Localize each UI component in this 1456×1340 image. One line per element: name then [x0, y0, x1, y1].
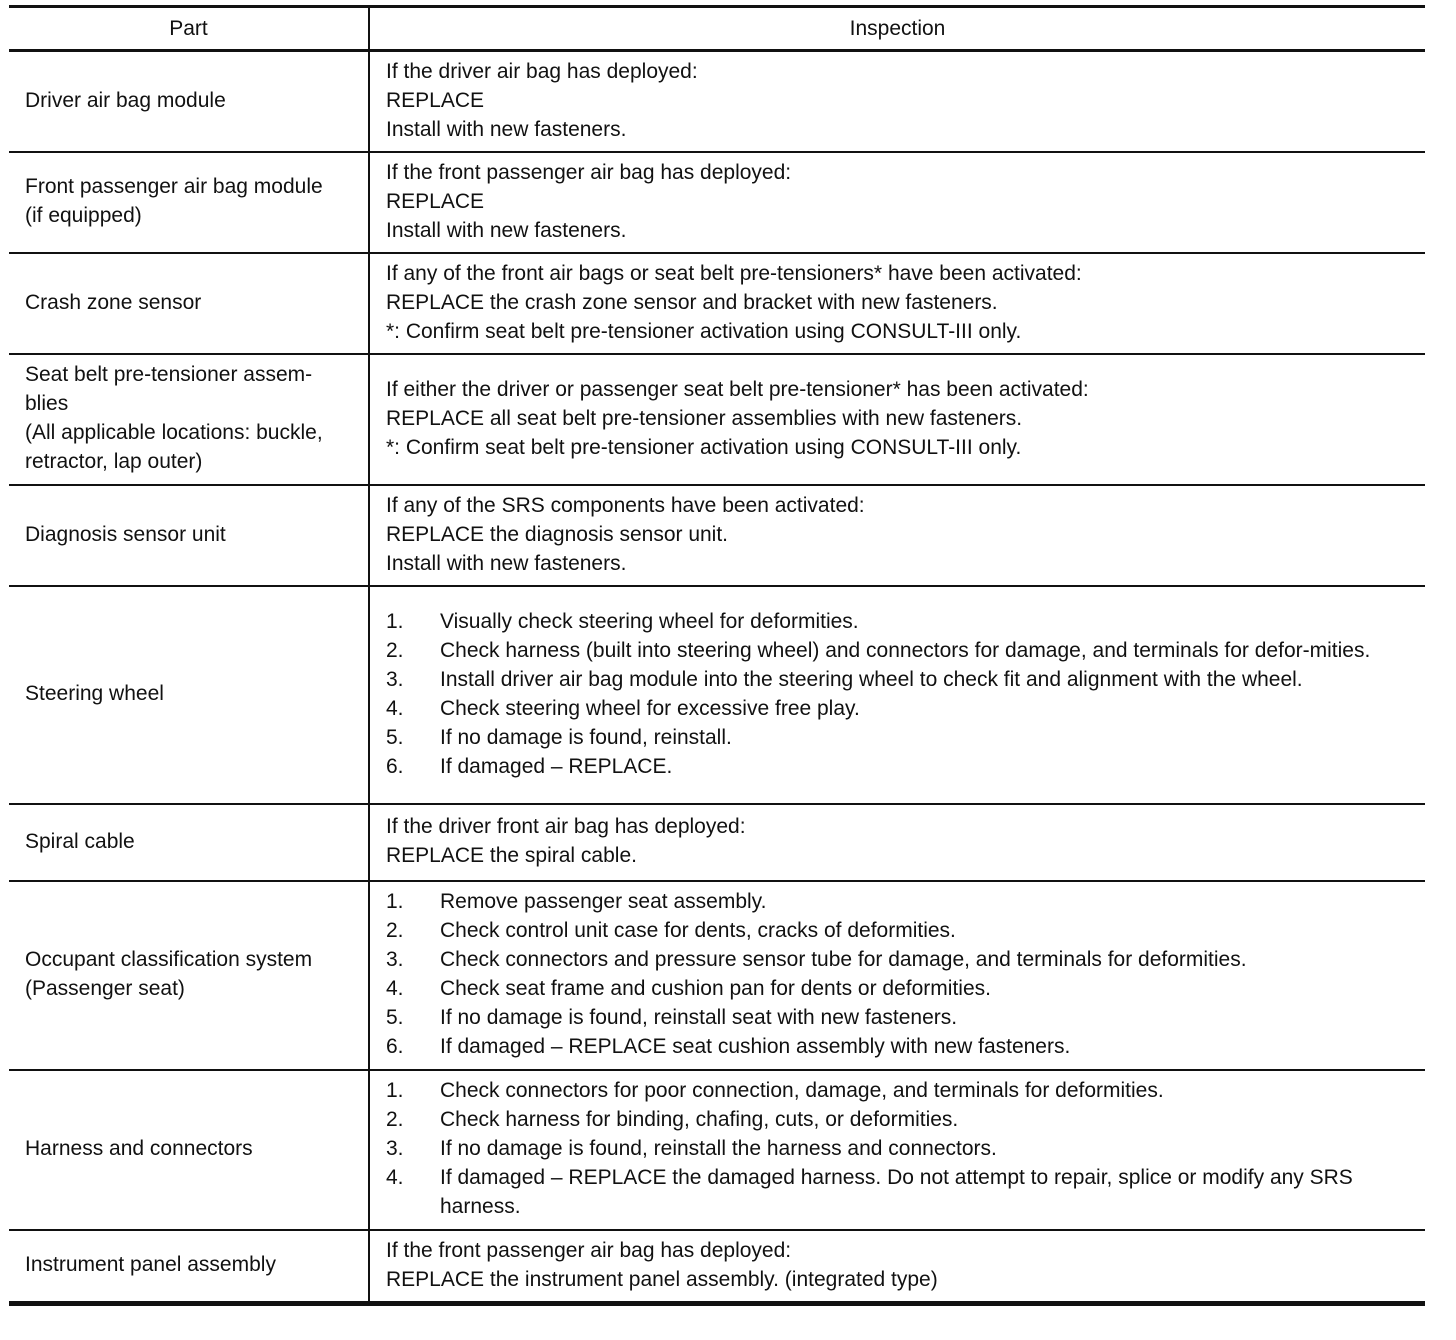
step-number: 6. [386, 1035, 404, 1058]
list-item [386, 1163, 1413, 1221]
inspection-footnote: *: Confirm seat belt pre-tensioner activation using CONSULT-III only. [386, 319, 1022, 343]
inspection-line: REPLACE the diagnosis sensor unit. [386, 522, 729, 546]
step-text: Check steering wheel for excessive free play. [440, 696, 860, 720]
step-number: 1. [386, 609, 404, 633]
list-item [386, 974, 1413, 1003]
inspection-steps [386, 887, 1413, 1061]
list-item [386, 607, 1413, 636]
part-name: Spiral cable [25, 829, 135, 853]
list-item [386, 916, 1413, 945]
step-text: Install driver air bag module into the steering wheel to check fit and alignment with the wheel. [440, 667, 1303, 691]
part-cell [9, 485, 369, 586]
inspection-line: If any of the SRS components have been activated: [386, 493, 865, 517]
step-text: Visually check steering wheel for deformities. [440, 609, 859, 633]
inspection-footnote: *: Confirm seat belt pre-tensioner activation using CONSULT-III only. [386, 435, 1022, 459]
inspection-line: If the driver front air bag has deployed: [386, 815, 746, 838]
part-name: Steering wheel [25, 682, 164, 705]
part-name: Crash zone sensor [25, 290, 202, 314]
list-item [386, 1032, 1413, 1061]
inspection-line: If either the driver or passenger seat belt pre-tensioner* has been activated: [386, 377, 1089, 401]
part-cell [9, 586, 369, 804]
inspection-cell [369, 253, 1425, 354]
part-name: Diagnosis sensor unit [25, 522, 226, 546]
part-name: blies [25, 392, 69, 415]
part-name-note: (if equipped) [25, 204, 142, 227]
step-text: Check connectors and pressure sensor tube for damage, and terminals for deformities. [440, 948, 1247, 971]
step-number: 1. [386, 1079, 404, 1102]
table-row [9, 586, 1425, 804]
list-item [386, 723, 1413, 752]
inspection-line: REPLACE [386, 88, 485, 112]
table-row [9, 881, 1425, 1070]
step-number: 2. [386, 919, 404, 942]
table-row [9, 804, 1425, 881]
table-row [9, 51, 1425, 152]
part-cell [9, 1070, 369, 1230]
step-number: 4. [386, 977, 404, 1000]
part-cell [9, 51, 369, 152]
inspection-cell [369, 485, 1425, 586]
inspection-cell [369, 354, 1425, 485]
list-item [386, 1003, 1413, 1032]
header-inspection: Inspection [849, 17, 946, 40]
list-item [386, 1134, 1413, 1163]
list-item [386, 752, 1413, 781]
step-number: 4. [386, 696, 404, 720]
table-row [9, 152, 1425, 253]
step-text: If damaged – REPLACE. [440, 754, 673, 778]
step-number: 6. [386, 754, 404, 778]
step-text: Check harness (built into steering wheel) and connectors for damage, and terminals for defor-mities. [440, 638, 1371, 662]
part-name: Driver air bag module [25, 88, 226, 112]
inspection-cell [369, 1230, 1425, 1304]
step-text: Check seat frame and cushion pan for dents or deformities. [440, 977, 991, 1000]
part-name-note: (All applicable locations: buckle, [25, 421, 323, 444]
inspection-line: Install with new fasteners. [386, 218, 627, 242]
step-number: 2. [386, 1108, 404, 1131]
inspection-cell [369, 881, 1425, 1070]
inspection-cell [369, 1070, 1425, 1230]
list-item [386, 1105, 1413, 1134]
step-text: Check harness for binding, chafing, cuts, or deformities. [440, 1108, 959, 1131]
table-row [9, 253, 1425, 354]
part-name: Instrument panel assembly [25, 1253, 276, 1277]
step-text: If damaged – REPLACE the damaged harness. Do not attempt to repair, splice or modify any SRS harness. [440, 1166, 1353, 1218]
inspection-line: If the front passenger air bag has deployed: [386, 160, 792, 184]
inspection-line: REPLACE the instrument panel assembly. (integrated type) [386, 1267, 938, 1291]
part-name: Front passenger air bag module [25, 175, 323, 198]
step-number: 5. [386, 1006, 404, 1029]
list-item [386, 1076, 1413, 1105]
step-text: Remove passenger seat assembly. [440, 890, 767, 913]
part-name-note: (Passenger seat) [25, 977, 185, 1000]
step-number: 3. [386, 948, 404, 971]
list-item [386, 887, 1413, 916]
inspection-line: REPLACE [386, 189, 485, 213]
inspection-line: If the driver air bag has deployed: [386, 59, 698, 83]
inspection-cell [369, 804, 1425, 881]
table-row [9, 1230, 1425, 1304]
inspection-cell [369, 152, 1425, 253]
part-cell [9, 1230, 369, 1304]
part-name: Seat belt pre-tensioner assem- [25, 363, 313, 386]
table-row [9, 1070, 1425, 1230]
list-item [386, 636, 1413, 665]
inspection-steps [386, 1076, 1413, 1221]
inspection-line: REPLACE all seat belt pre-tensioner assemblies with new fasteners. [386, 406, 1023, 430]
part-cell [9, 152, 369, 253]
list-item [386, 665, 1413, 694]
step-number: 5. [386, 725, 404, 749]
inspection-line: Install with new fasteners. [386, 117, 627, 141]
part-cell [9, 354, 369, 485]
step-text: Check control unit case for dents, cracks of deformities. [440, 919, 956, 942]
step-number: 4. [386, 1166, 404, 1189]
srs-inspection-table [9, 5, 1425, 1306]
table-row [9, 354, 1425, 485]
list-item [386, 694, 1413, 723]
step-text: Check connectors for poor connection, damage, and terminals for deformities. [440, 1079, 1164, 1102]
inspection-line: If the front passenger air bag has deployed: [386, 1238, 792, 1262]
step-number: 3. [386, 667, 404, 691]
part-name: Harness and connectors [25, 1137, 253, 1160]
inspection-line: REPLACE the crash zone sensor and bracket with new fasteners. [386, 290, 998, 314]
step-number: 1. [386, 890, 404, 913]
header-part: Part [9, 7, 369, 51]
part-name-note: retractor, lap outer) [25, 450, 203, 473]
inspection-cell [369, 586, 1425, 804]
inspection-cell [369, 51, 1425, 152]
list-item [386, 945, 1413, 974]
inspection-line: REPLACE the spiral cable. [386, 844, 637, 867]
step-text: If no damage is found, reinstall. [440, 725, 732, 749]
part-cell [9, 881, 369, 1070]
part-cell [9, 804, 369, 881]
part-cell [9, 253, 369, 354]
step-number: 2. [386, 638, 404, 662]
header-row [9, 7, 1425, 51]
step-text: If no damage is found, reinstall seat with new fasteners. [440, 1006, 958, 1029]
step-text: If damaged – REPLACE seat cushion assembly with new fasteners. [440, 1035, 1071, 1058]
step-text: If no damage is found, reinstall the harness and connectors. [440, 1137, 997, 1160]
inspection-line: If any of the front air bags or seat belt pre-tensioners* have been activated: [386, 261, 1082, 285]
step-number: 3. [386, 1137, 404, 1160]
part-name: Occupant classification system [25, 948, 313, 971]
table-row [9, 485, 1425, 586]
inspection-line: Install with new fasteners. [386, 551, 627, 575]
inspection-steps [386, 607, 1413, 781]
